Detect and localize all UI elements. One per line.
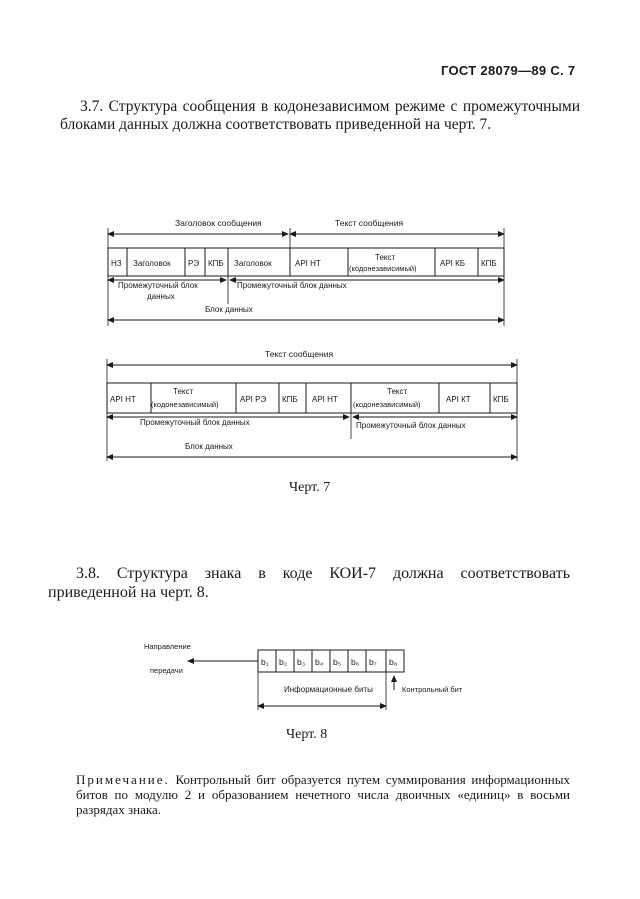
cell2-api-nt-2: АРI НТ	[312, 395, 338, 404]
cell2-kpb-2: КПБ	[493, 395, 509, 404]
cell-re: РЭ	[188, 259, 200, 268]
label-intermediate-block-1b: данных	[147, 292, 175, 301]
cell-header: Заголовок	[133, 259, 171, 268]
bit-b6: b₆	[351, 657, 360, 667]
note-text: Контрольный бит образуется путем суммирования информационных битов по модулю 2 и образованием нечетного числа двоичных «единиц» в восьми разрядах знака.	[76, 772, 570, 817]
cell-nz: НЗ	[111, 259, 122, 268]
bit-b8: b₈	[389, 657, 398, 667]
label-control-bit: Контрольный бит	[402, 685, 463, 694]
label2-intermediate-block-1: Промежуточный блок данных	[140, 418, 250, 427]
note-lead: Примечание.	[76, 772, 170, 787]
cell2-text: Текст	[173, 387, 194, 396]
label2-intermediate-block-2: Промежуточный блок данных	[356, 421, 466, 430]
label2-data-block: Блок данных	[185, 442, 233, 451]
bit-b4: b₄	[315, 657, 324, 667]
figure-caption-8: Черт. 8	[286, 727, 328, 742]
label-message-text: Текст сообщения	[335, 218, 404, 228]
bit-b1: b₁	[261, 657, 269, 667]
cell-api-nt: АРI НТ	[295, 259, 321, 268]
cell2-text-independent: (кодонезависимый)	[151, 400, 219, 409]
page-header: ГОСТ 28079—89 С. 7	[441, 63, 576, 78]
bit-b2: b₂	[279, 657, 288, 667]
koi7-character-structure-diagram	[140, 640, 500, 715]
figure-caption-7: Черт. 7	[289, 480, 331, 495]
label-direction-2: передачи	[150, 666, 183, 675]
cell-header-2: Заголовок	[234, 259, 272, 268]
section-3-7-paragraph: 3.7. Структура сообщения в кодонезависимом режиме с промежуточными блоками данных должна соответствовать приведенной на черт. 7.	[60, 98, 580, 133]
cell2-api-nt: АРI НТ	[110, 395, 136, 404]
label-intermediate-block-1: Промежуточный блок	[118, 281, 198, 290]
cell-text: Текст	[375, 253, 396, 262]
note-paragraph	[76, 772, 570, 817]
cell2-api-re: АРI РЭ	[240, 395, 267, 404]
bit-b3: b₃	[297, 657, 306, 667]
label-direction: Направление	[144, 642, 191, 651]
cell-kpb-2: КПБ	[481, 259, 497, 268]
cell2-api-kt: АРI КТ	[446, 395, 471, 404]
message-structure-diagram-2	[100, 345, 524, 465]
label-message-header: Заголовок сообщения	[175, 218, 262, 228]
bit-b5: b₅	[333, 657, 342, 667]
cell-text-independent: (кодонезависимый)	[349, 264, 417, 273]
cell-kpb: КПБ	[208, 259, 224, 268]
cell2-text-2: Текст	[387, 387, 408, 396]
section-3-8-paragraph: 3.8. Структура знака в коде КОИ-7 должна соответствовать приведенной на черт. 8.	[48, 565, 570, 601]
label-message-text-2: Текст сообщения	[265, 349, 334, 359]
bit-b7: b₇	[369, 657, 377, 667]
cell2-text-independent-2: (кодонезависимый)	[353, 400, 421, 409]
label-info-bits: Информационные биты	[284, 685, 373, 694]
label-intermediate-block-2: Промежуточный блок данных	[237, 281, 347, 290]
cell-api-kb: АРI КБ	[440, 259, 466, 268]
label-data-block: Блок данных	[205, 305, 253, 314]
message-structure-diagram-1	[100, 210, 520, 330]
cell2-kpb: КПБ	[282, 395, 298, 404]
